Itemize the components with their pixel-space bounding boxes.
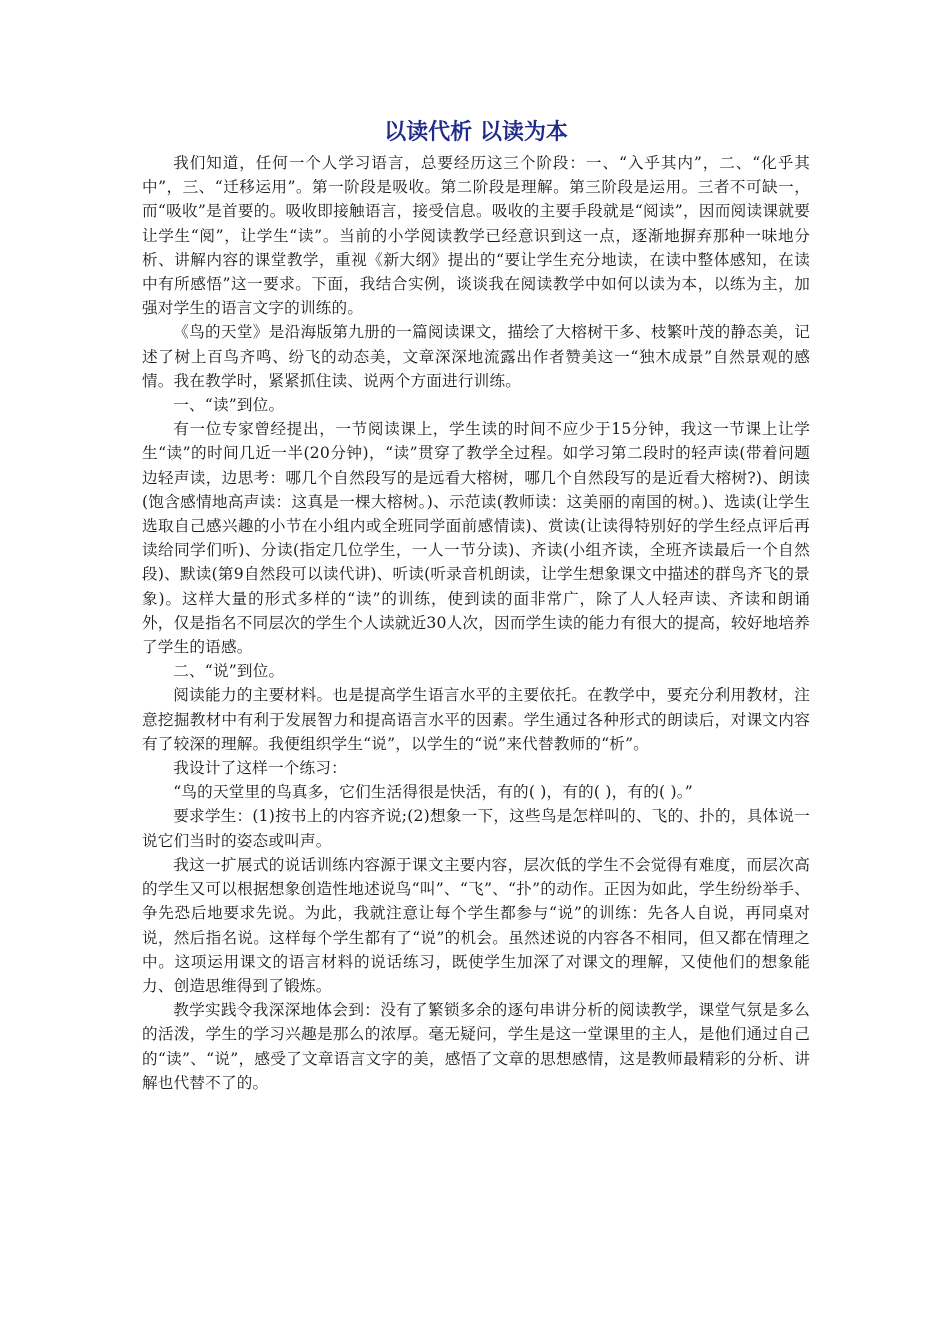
paragraph-lesson: 《鸟的天堂》是沿海版第九册的一篇阅读课文，描绘了大榕树干多、枝繁叶茂的静态美，记述了树上百鸟齐鸣、纷飞的动态美，文章深深地流露出作者赞美这一“独木成景”自然景观的感情。我在教学时，紧紧抓住读、说两个方面进行训练。 [142, 323, 810, 390]
paragraph-intro: 我们知道，任何一个人学习语言，总要经历这三个阶段：一、“入乎其内”，二、“化乎其中”，三、“迁移运用”。第一阶段是吸收。第二阶段是理解。第三阶段是运用。三者不可缺一，而“吸收”是首要的。吸收即接触语言，接受信息。吸收的主要手段就是“阅读”，因而阅读课就要让学生“阅”，让学生“读”。当前的小学阅读教学已经意识到这一点，逐渐地摒弃那种一味地分析、讲解内容的课堂教学，重视《新大纲》提出的“要让学生充分地读，在读中整体感知，在读中有所感悟”这一要求。下面，我结合实例，谈谈我在阅读教学中如何以读为本，以练为主，加强对学生的语言文字的训练的。 [142, 154, 810, 318]
paragraph-exercise: “鸟的天堂里的鸟真多，它们生活得很是快活，有的( )，有的( )，有的( )。” [173, 783, 693, 802]
paragraph-speak: 阅读能力的主要材料。也是提高学生语言水平的主要依托。在教学中，要充分利用教材，注意挖掘教材中有利于发展智力和提高语言水平的因素。学生通过各种形式的朗读后，对课文内容有了较深的理解。我便组织学生“说”，以学生的“说”来代替教师的“析”。 [142, 686, 810, 753]
paragraph-read: 有一位专家曾经提出，一节阅读课上，学生读的时间不应少于15分钟，我这一节课上让学生“读”的时间几近一半(20分钟)，“读”贯穿了教学全过程。如学习第二段时的轻声读(带着问题边轻声读，边思考：哪几个自然段写的是远看大榕树，哪几个自然段写的是近看大榕树?)、朗读(饱含感情地高声读：这真是一棵大榕树。)、示范读(教师读：这美丽的南国的树。)、选读(让学生选取自己感兴趣的小节在小组内或全班同学面前感情读)、赏读(让读得特别好的学生经点评后再读给同学们听)、分读(指定几位学生，一人一节分读)、齐读(小组齐读，全班齐读最后一个自然段)、默读(第9自然段可以读代讲)、听读(听录音机朗读，让学生想象课文中描述的群鸟齐飞的景象)。这样大量的形式多样的“读”的训练，使到读的面非常广，除了人人轻声读、齐读和朗诵外，仅是指名不同层次的学生个人读就近30人次，因而学生读的能力有很大的提高，较好地培养了学生的语感。 [142, 420, 810, 657]
paragraph-requirements: 要求学生：(1)按书上的内容齐说;(2)想象一下，这些鸟是怎样叫的、飞的、扑的，具体说一说它们当时的姿态或叫声。 [142, 807, 810, 850]
section-heading-read: 一、“读”到位。 [173, 396, 285, 415]
article-body [142, 118, 810, 1095]
paragraph-conclusion: 教学实践令我深深地体会到：没有了繁锁多余的逐句串讲分析的阅读教学，课堂气氛是多么的活泼，学生的学习兴趣是那么的浓厚。毫无疑问，学生是这一堂课里的主人，是他们通过自己的“读”、“说”，感受了文章语言文字的美，感悟了文章的思想感情，这是教师最精彩的分析、讲解也代替不了的。 [142, 1001, 810, 1092]
article-title: 以读代析 以读为本 [384, 120, 568, 145]
section-heading-speak: 二、“说”到位。 [173, 662, 285, 681]
paragraph-analysis: 我这一扩展式的说话训练内容源于课文主要内容，层次低的学生不会觉得有难度，而层次高的学生又可以根据想象创造性地述说鸟“叫”、“飞”、“扑”的动作。正因为如此，学生纷纷举手、争先恐后地要求先说。为此，我就注意让每个学生都参与“说”的训练：先各人自说，再同桌对说，然后指名说。这样每个学生都有了“说”的机会。虽然述说的内容各不相同，但又都在情理之中。这项运用课文的语言材料的说话练习，既使学生加深了对课文的理解，又使他们的想象能力、创造思维得到了锻炼。 [142, 855, 810, 995]
paragraph-exercise-intro: 我设计了这样一个练习： [173, 759, 347, 778]
